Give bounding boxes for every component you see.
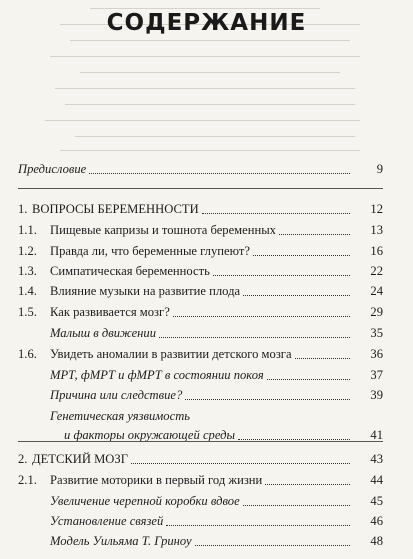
toc-entry-number: 1.2.: [18, 244, 37, 258]
toc-entry-page: 13: [370, 223, 383, 237]
toc-entry-page: 48: [370, 534, 383, 548]
dot-leader: [213, 256, 350, 276]
dot-leader: [202, 194, 350, 214]
toc-entry-number: 1.5.: [18, 305, 37, 319]
toc-entry-page: 46: [370, 514, 383, 528]
toc-entry-number: 1.1.: [18, 223, 37, 237]
dot-leader: [295, 339, 350, 359]
toc-entry-page: 29: [370, 305, 383, 319]
page-title: СОДЕРЖАНИЕ: [106, 10, 307, 36]
dot-leader: [238, 420, 350, 440]
toc-entry-title: Как развивается мозг?: [50, 305, 170, 319]
dot-leader: [89, 154, 350, 174]
dot-leader: [243, 486, 350, 506]
toc-entry-title: и факторы окружающей среды: [64, 428, 236, 442]
toc-entry-page: 37: [370, 368, 383, 382]
toc-entry-title: МРТ, фМРТ и фМРТ в состоянии покоя: [50, 368, 264, 382]
toc-entry-page: 35: [370, 326, 383, 340]
toc-entry: [18, 531, 383, 551]
toc-entry-page: 39: [370, 388, 383, 402]
toc-entry-title: Пищевые капризы и тошнота беременных: [50, 223, 276, 237]
toc-entry: [18, 425, 383, 445]
toc-entry-title: ВОПРОСЫ БЕРЕМЕННОСТИ: [32, 202, 199, 216]
toc-entry-title: Причина или следствие?: [50, 388, 183, 402]
toc-entry: [18, 159, 383, 179]
toc-entry-title: Влияние музыки на развитие плода: [50, 284, 241, 298]
toc-entry-number: 1.: [18, 202, 28, 216]
toc-entry-title: Увеличение черепной коробки вдвое: [50, 494, 240, 508]
dot-leader: [159, 318, 350, 338]
toc-entry-title: Генетическая уязвимость: [50, 409, 191, 423]
section-divider: [18, 188, 383, 189]
toc-entry-title: Увидеть аномалии в развитии детского мозга: [50, 347, 292, 361]
toc-entry-title: Развитие моторики в первый год жизни: [50, 473, 263, 487]
dot-leader: [173, 297, 350, 317]
toc-entry-title: ДЕТСКИЙ МОЗГ: [32, 452, 128, 466]
toc-entry-title: Симпатическая беременность: [50, 264, 210, 278]
toc-entry-page: 43: [370, 452, 383, 466]
dot-leader: [195, 526, 350, 546]
toc-entry-page: 45: [370, 494, 383, 508]
toc-entry-title: Правда ли, что беременные глупеют?: [50, 244, 250, 258]
toc-entry-page: 24: [370, 284, 383, 298]
section-divider: [18, 441, 383, 442]
toc-entry-number: 1.6.: [18, 347, 37, 361]
toc-entry-number: 1.4.: [18, 284, 37, 298]
toc-entry-title: Модель Уильяма Т. Гриноу: [50, 534, 192, 548]
dot-leader: [279, 215, 350, 235]
toc-entry-title: Установление связей: [50, 514, 164, 528]
toc-entry-number: 1.3.: [18, 264, 37, 278]
toc-entry-page: 22: [370, 264, 383, 278]
toc-entry: [18, 385, 383, 405]
toc-entry-title: Предисловие: [18, 162, 87, 176]
toc-entry-page: 16: [370, 244, 383, 258]
dot-leader: [243, 276, 350, 296]
toc-entry-page: 9: [376, 162, 383, 176]
dot-leader: [253, 236, 350, 256]
toc-entry-page: 12: [370, 202, 383, 216]
dot-leader: [185, 380, 350, 400]
toc-entry-number: 2.: [18, 452, 28, 466]
toc-entry-page: 41: [370, 428, 383, 442]
dot-leader: [267, 360, 350, 380]
dot-leader: [166, 506, 350, 526]
toc-entry-page: 44: [370, 473, 383, 487]
dot-leader: [131, 444, 350, 464]
toc-entry-page: 36: [370, 347, 383, 361]
toc-entry-number: 2.1.: [18, 473, 37, 487]
dot-leader: [265, 465, 350, 485]
toc-entry-title: Малыш в движении: [50, 326, 157, 340]
